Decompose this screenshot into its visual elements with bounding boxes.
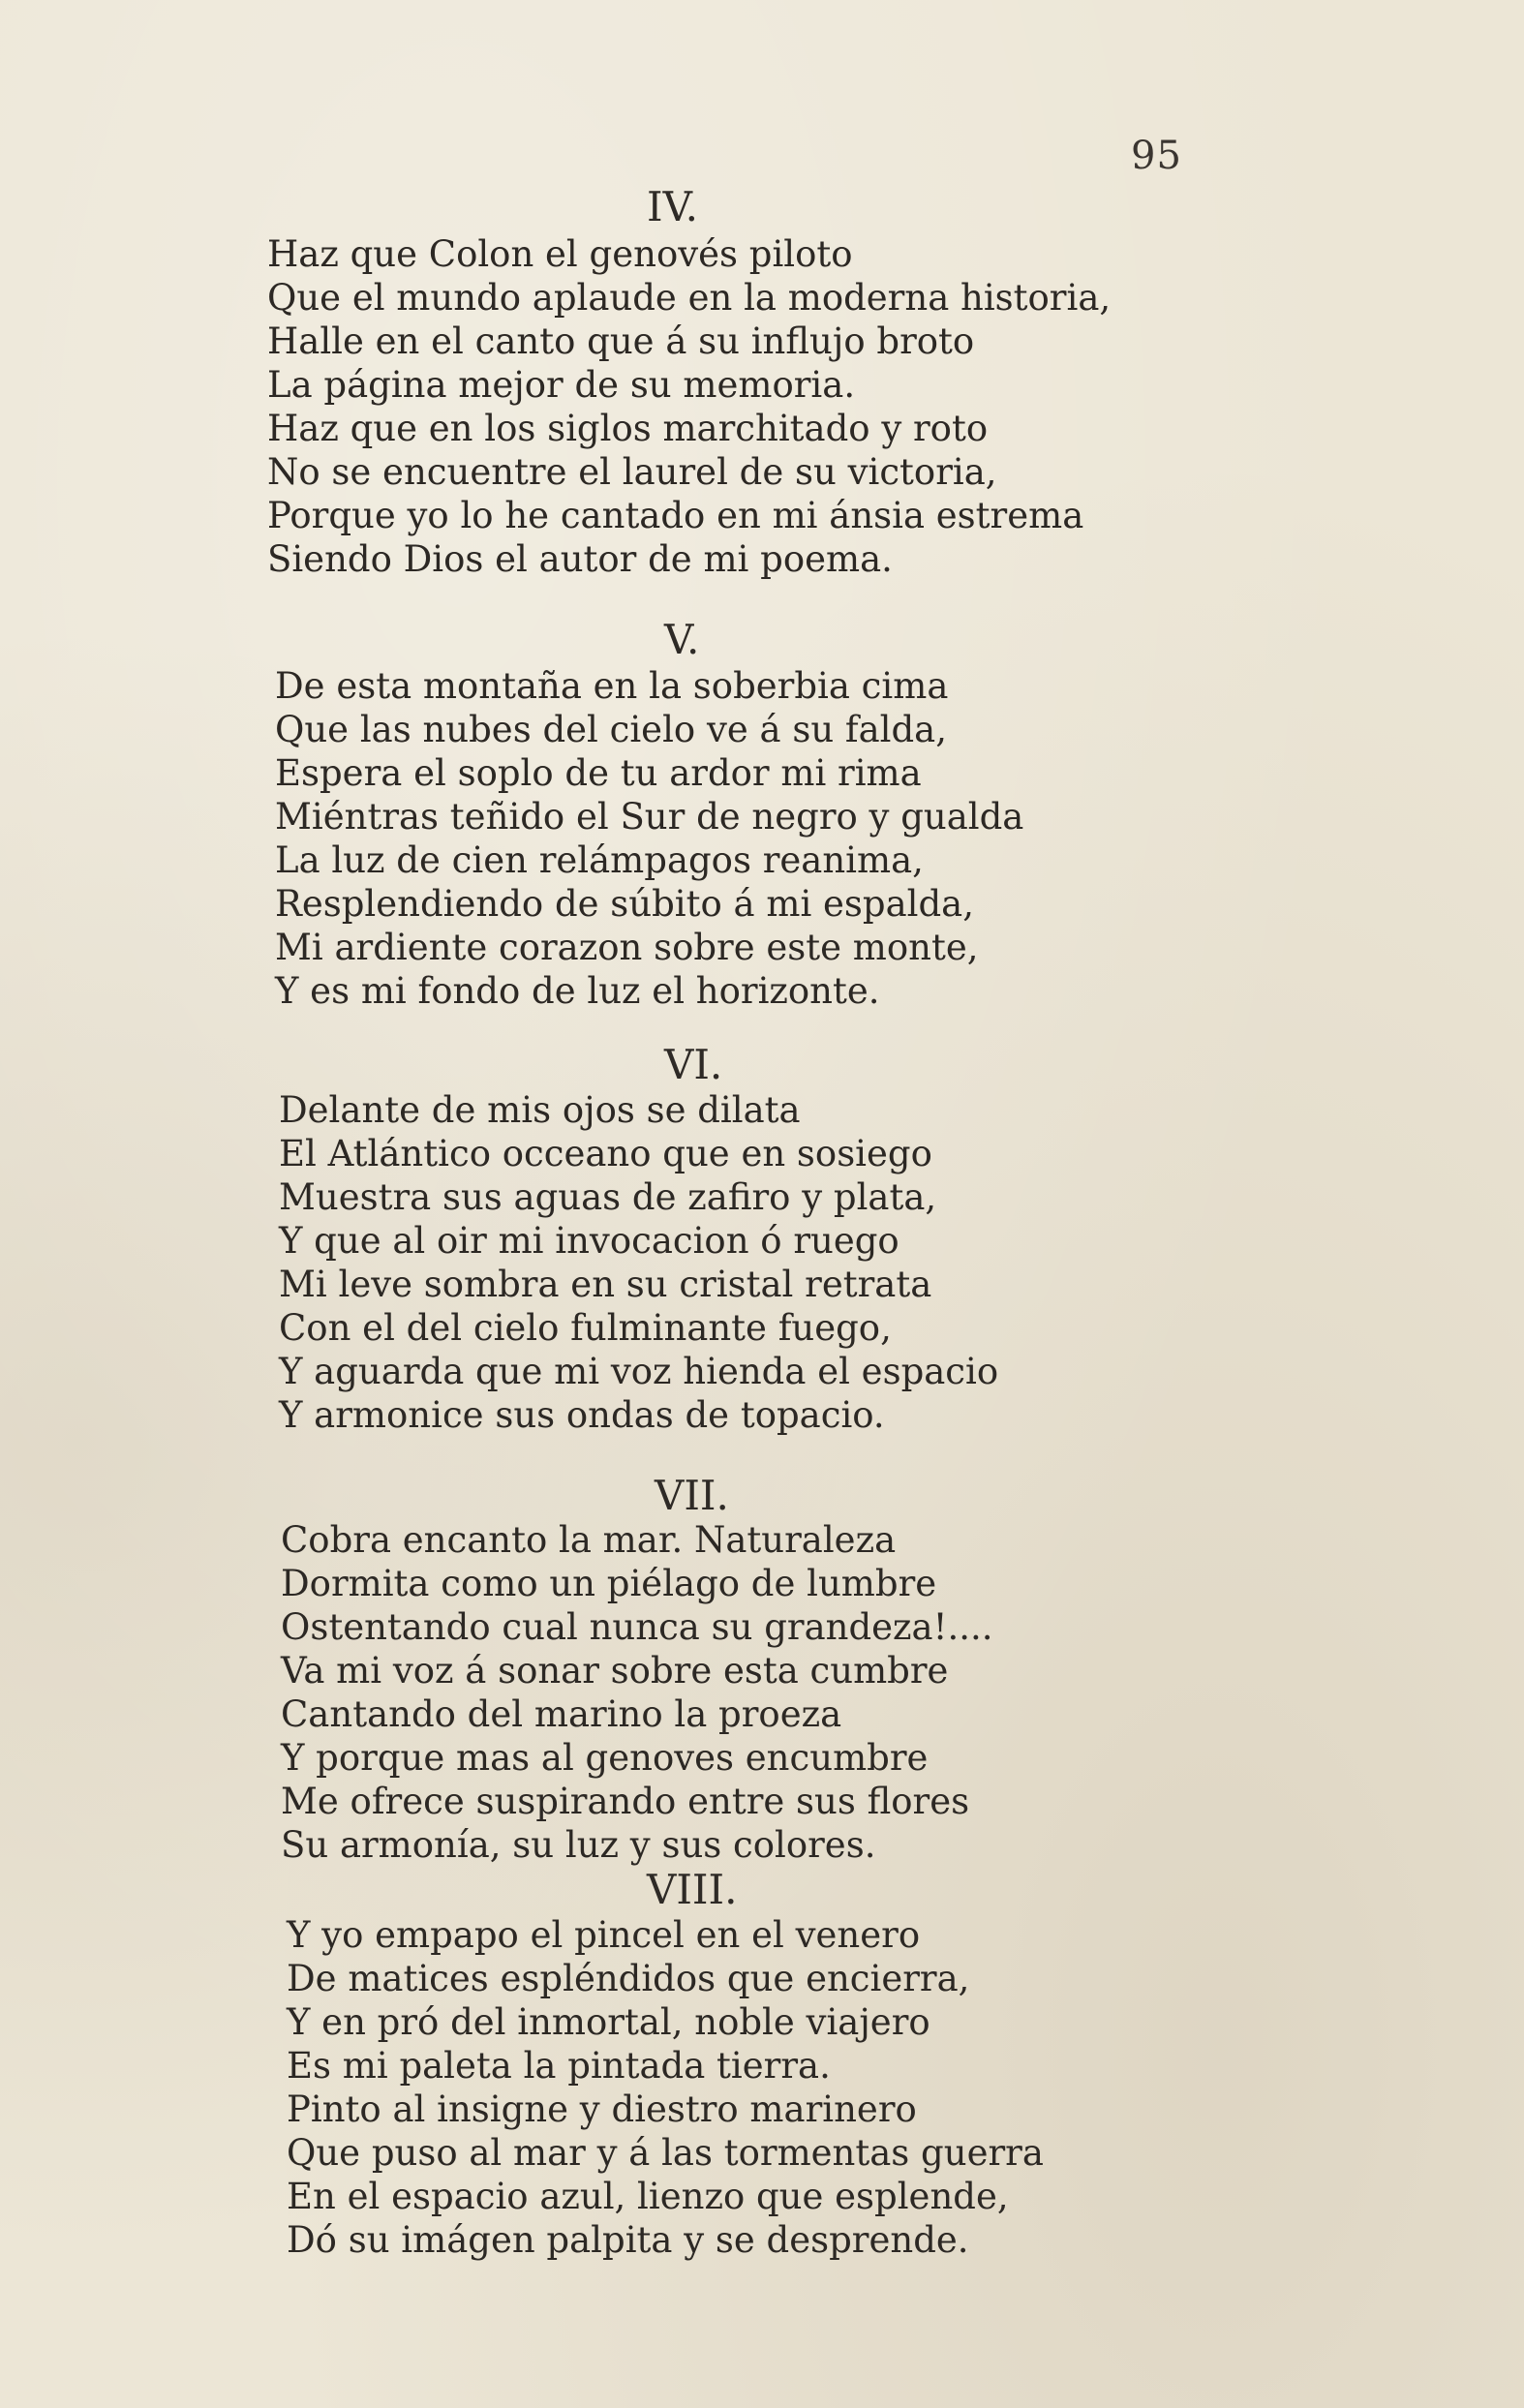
verse-line: Y en pró del inmortal, noble viajero <box>287 2001 930 2043</box>
verse-line: Su armonía, su luz y sus colores. <box>281 1824 876 1866</box>
verse-line: Con el del cielo fulminante fuego, <box>279 1307 892 1349</box>
verse-line: Siendo Dios el autor de mi poema. <box>267 538 893 580</box>
verse-line: La luz de cien relámpagos reanima, <box>275 839 924 881</box>
verse-line: Muestra sus aguas de zafiro y plata, <box>279 1176 937 1218</box>
verse-line: En el espacio azul, lienzo que esplende, <box>287 2176 1009 2217</box>
verse-line: Haz que Colon el genovés piloto <box>267 233 853 275</box>
stanza-viii <box>287 1913 1044 2262</box>
verse-line: Cobra encanto la mar. Naturaleza <box>281 1519 897 1561</box>
verse-line: Me ofrece suspirando entre sus flores <box>281 1781 970 1822</box>
page-number: 95 <box>1131 134 1182 178</box>
stanza-heading-v: V. <box>664 616 700 663</box>
verse-line: Ostentando cual nunca su grandeza!.... <box>281 1606 993 1648</box>
verse-line: Delante de mis ojos se dilata <box>279 1089 801 1131</box>
stanza-vii <box>281 1518 993 1867</box>
stanza-vi <box>279 1088 998 1437</box>
verse-line: De matices espléndidos que encierra, <box>287 1958 970 1999</box>
verse-line: Porque yo lo he cantado en mi ánsia estrema <box>267 495 1084 536</box>
verse-line: No se encuentre el laurel de su victoria, <box>267 451 997 493</box>
verse-line: Espera el soplo de tu ardor mi rima <box>275 752 922 794</box>
verse-line: Halle en el canto que á su influjo broto <box>267 320 975 362</box>
verse-line: Va mi voz á sonar sobre esta cumbre <box>281 1650 949 1692</box>
verse-line: Que puso al mar y á las tormentas guerra <box>287 2132 1044 2174</box>
verse-line: El Atlántico occeano que en sosiego <box>279 1133 932 1174</box>
verse-line: Es mi paleta la pintada tierra. <box>287 2045 831 2087</box>
stanza-v <box>275 664 1023 1013</box>
verse-line: Y armonice sus ondas de topacio. <box>279 1394 885 1436</box>
stanza-heading-viii: VIII. <box>647 1866 738 1913</box>
verse-line: Dó su imágen palpita y se desprende. <box>287 2219 969 2261</box>
verse-line: Que el mundo aplaude en la moderna historia, <box>267 277 1112 319</box>
verse-line: Y porque mas al genoves encumbre <box>281 1737 929 1779</box>
verse-line: Mi leve sombra en su cristal retrata <box>279 1264 932 1305</box>
verse-line: Resplendiendo de súbito á mi espalda, <box>275 883 975 925</box>
stanza-heading-iv: IV. <box>647 183 698 230</box>
verse-line: Miéntras teñido el Sur de negro y gualda <box>275 796 1024 838</box>
verse-line: Mi ardiente corazon sobre este monte, <box>275 927 979 968</box>
verse-line: La página mejor de su memoria. <box>267 364 856 406</box>
stanza-heading-vii: VII. <box>655 1472 729 1519</box>
stanza-iv <box>267 232 1111 581</box>
verse-line: Pinto al insigne y diestro marinero <box>287 2088 917 2130</box>
verse-line: Que las nubes del cielo ve á su falda, <box>275 709 948 750</box>
verse-line: Haz que en los siglos marchitado y roto <box>267 408 989 449</box>
verse-line: Y yo empapo el pincel en el venero <box>287 1914 921 1956</box>
verse-line: De esta montaña en la soberbia cima <box>275 665 949 707</box>
stanza-heading-vi: VI. <box>664 1041 723 1088</box>
verse-line: Y aguarda que mi voz hienda el espacio <box>279 1351 999 1392</box>
verse-line: Y es mi fondo de luz el horizonte. <box>275 970 880 1012</box>
verse-line: Y que al oir mi invocacion ó ruego <box>279 1220 899 1262</box>
verse-line: Cantando del marino la proeza <box>281 1693 842 1735</box>
verse-line: Dormita como un piélago de lumbre <box>281 1563 937 1604</box>
